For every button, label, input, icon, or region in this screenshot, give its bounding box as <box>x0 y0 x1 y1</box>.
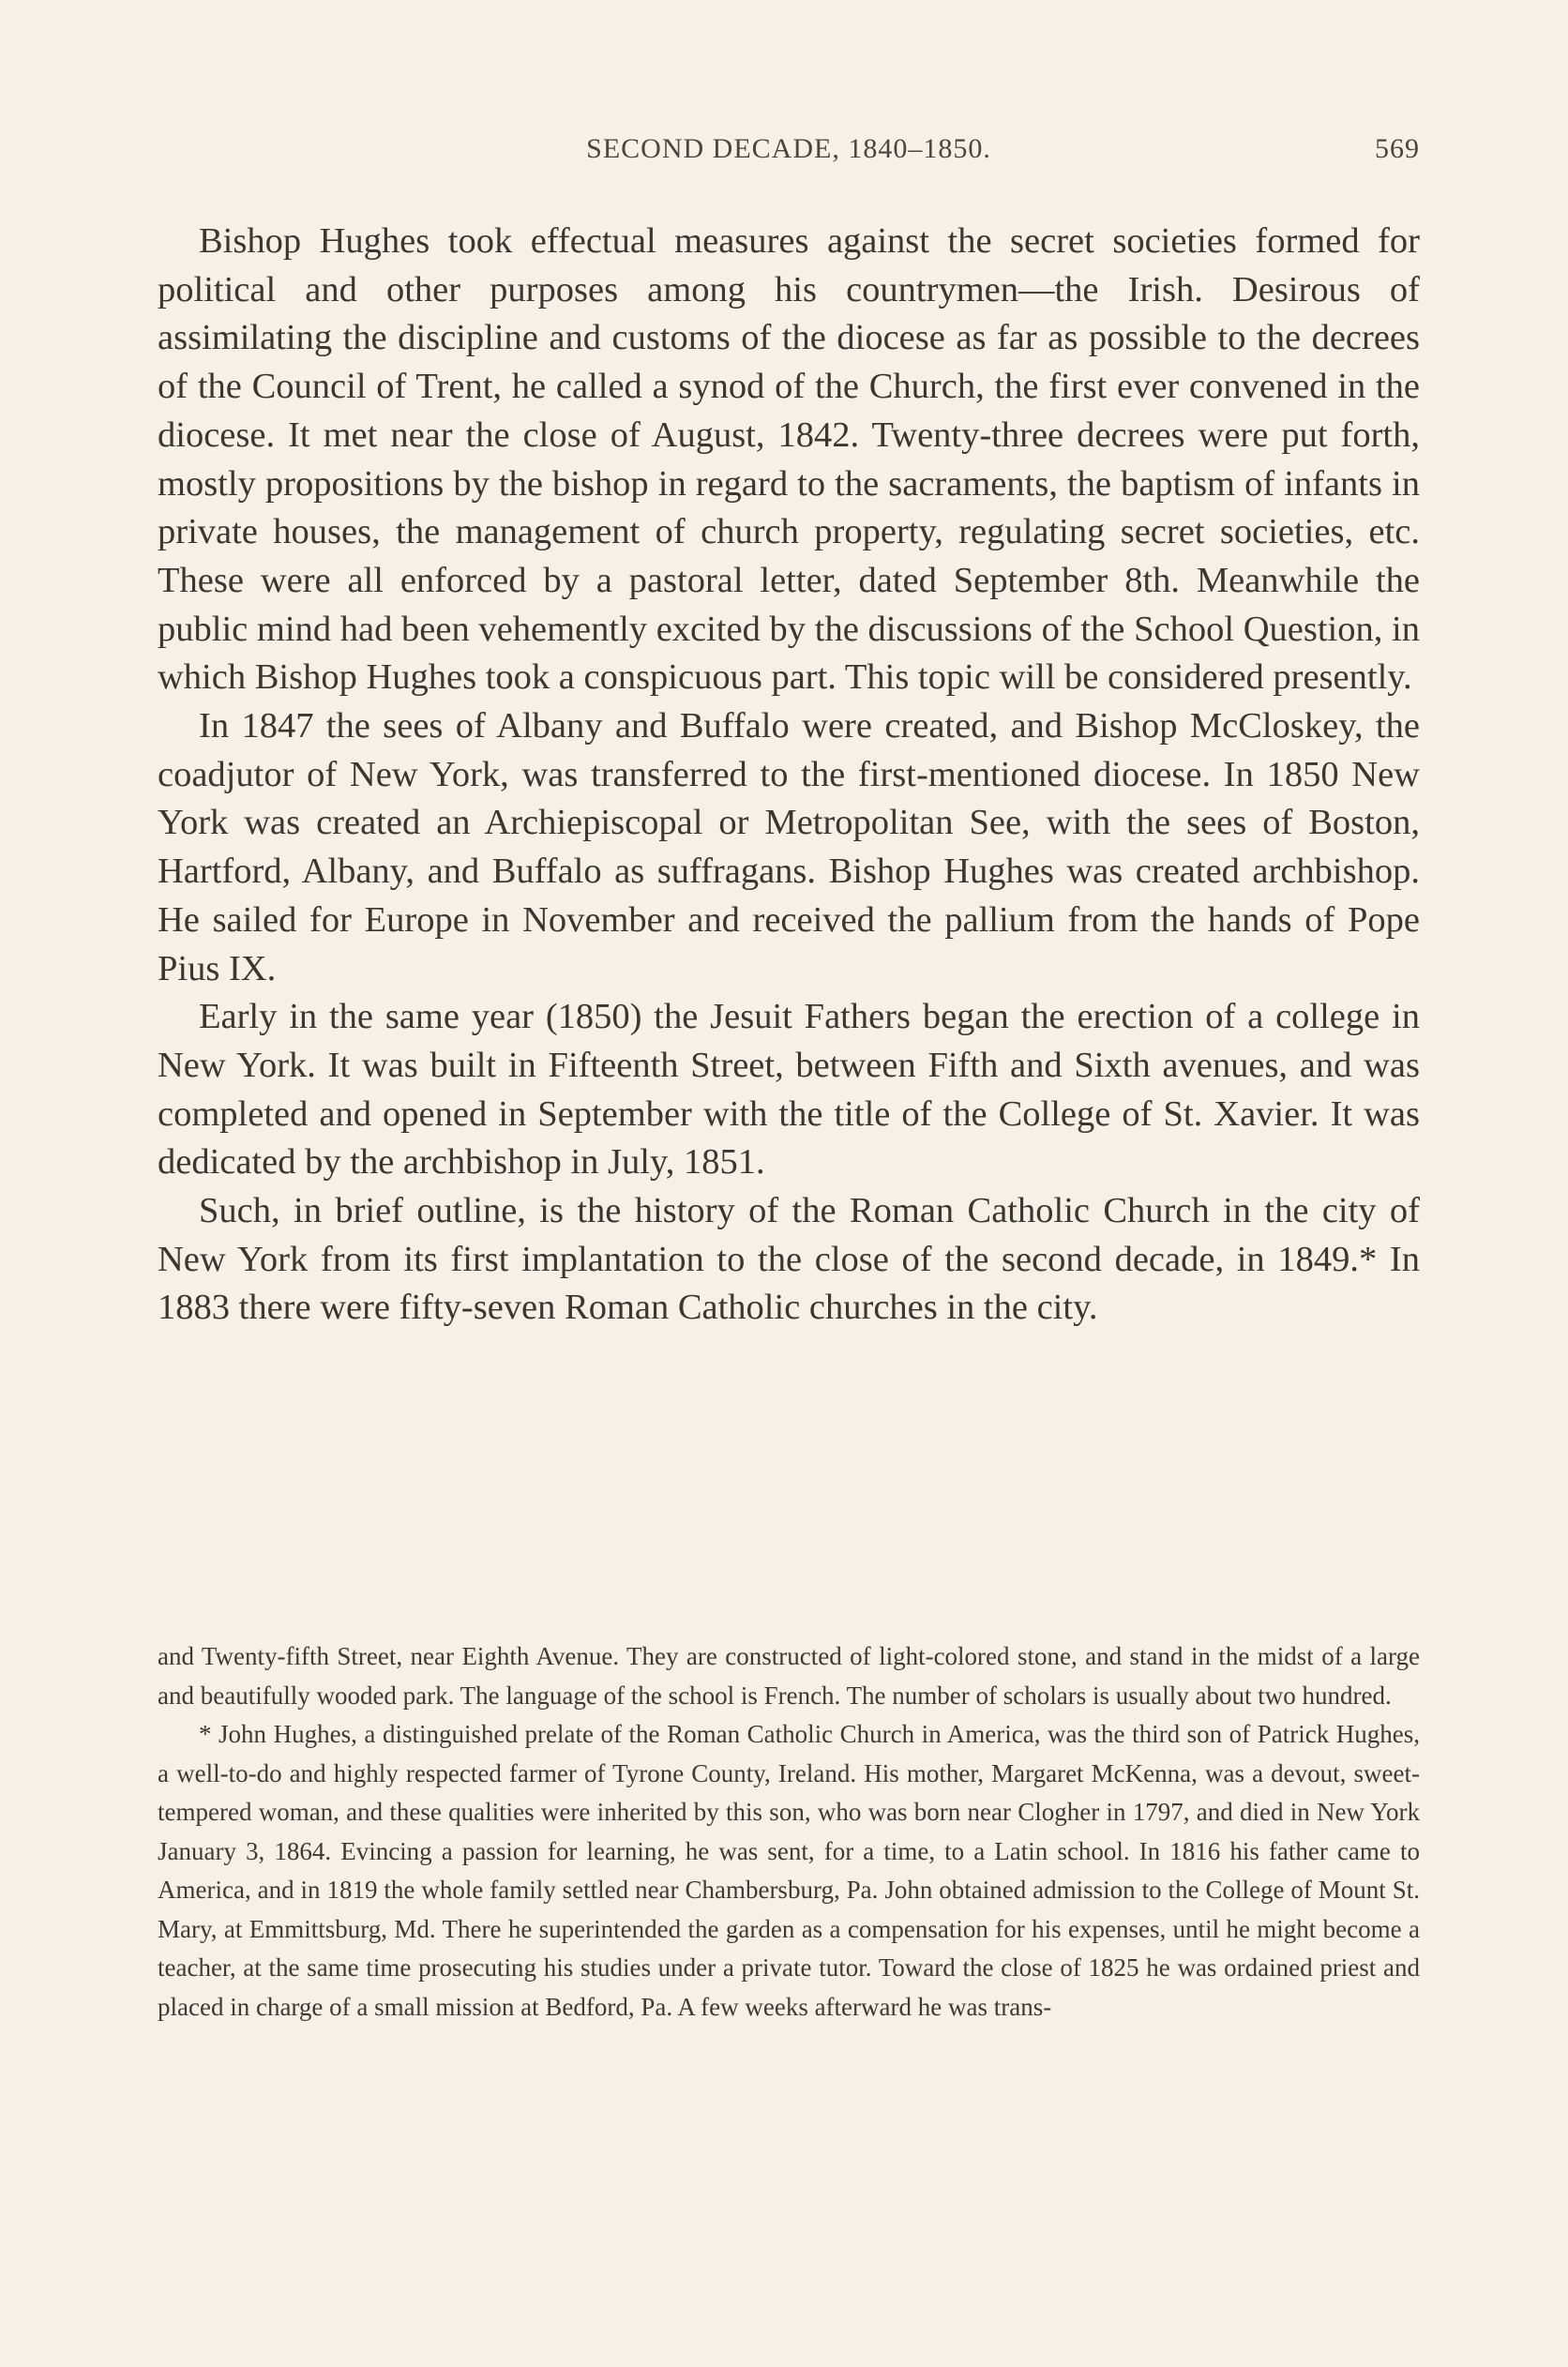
footnote: * John Hughes, a distinguished prelate of the Roman Catholic Church in America, was the third son of Patrick Hughes, a well-to-do and highly respected farmer of Tyrone County, Ireland. His mother, Margaret McKenna, was a devout, sweet-tempered woman, and these qualities were inherited by this son, who was born near Clogher in 1797, and died in New York January 3, 1864. Evincing a passion for learning, he was sent, for a time, to a Latin school. In 1816 his father came to America, and in 1819 the whole family settled near Chambersburg, Pa. John obtained admission to the College of Mount St. Mary, at Emmittsburg, Md. There he superintended the garden as a compensation for his expenses, until he might become a teacher, at the same time prosecuting his studies under a private tutor. Toward the close of 1825 he was ordained priest and placed in charge of a small mission at Bedford, Pa. A few weeks afterward he was trans- <box>158 1720 1420 2021</box>
running-head <box>158 133 1420 171</box>
paragraph: Early in the same year (1850) the Jesuit Fathers began the erection of a college in New York. It was built in Fifteenth Street, between Fifth and Sixth avenues, and was completed and opened in September with the title of the College of St. Xavier. It was dedicated by the archbishop in July, 1851. <box>158 997 1420 1183</box>
page-number: 569 <box>1375 133 1420 164</box>
main-text <box>158 218 1420 1333</box>
paragraph: In 1847 the sees of Albany and Buffalo were created, and Bishop McCloskey, the coadjutor of New York, was transferred to the first-mentioned diocese. In 1850 New York was created an Archiepiscopal or Metropolitan See, with the sees of Boston, Hartford, Albany, and Buffalo as suffragans. Bishop Hughes was created archbishop. He sailed for Europe in November and received the pallium from the hands of Pope Pius IX. <box>158 706 1420 988</box>
footnote-continuation: and Twenty-fifth Street, near Eighth Avenue. They are constructed of light-colored stone, and stand in the midst of a large and beautifully wooded park. The language of the school is French. The number of scholars is usually about two hundred. <box>158 1642 1420 1710</box>
paragraph: Such, in brief outline, is the history of the Roman Catholic Church in the city of New York from its first implantation to the close of the second decade, in 1849.* In 1883 there were fifty-seven Roman Catholic churches in the city. <box>158 1191 1420 1328</box>
paragraph: Bishop Hughes took effectual measures against the secret societies formed for political and other purposes among his countrymen—the Irish. Desirous of assimilating the discipline and customs of the diocese as far as possible to the decrees of the Council of Trent, he called a synod of the Church, the first ever convened in the diocese. It met near the close of August, 1842. Twenty-three decrees were put forth, mostly propositions by the bishop in regard to the sacraments, the baptism of infants in private houses, the management of church property, regulating secret societies, etc. These were all enforced by a pastoral letter, dated September 8th. Meanwhile the public mind had been vehemently excited by the discussions of the School Question, in which Bishop Hughes took a conspicuous part. This topic will be considered presently. <box>158 221 1420 698</box>
footnotes <box>158 1637 1420 2027</box>
running-title: SECOND DECADE, 1840–1850. <box>586 133 991 164</box>
